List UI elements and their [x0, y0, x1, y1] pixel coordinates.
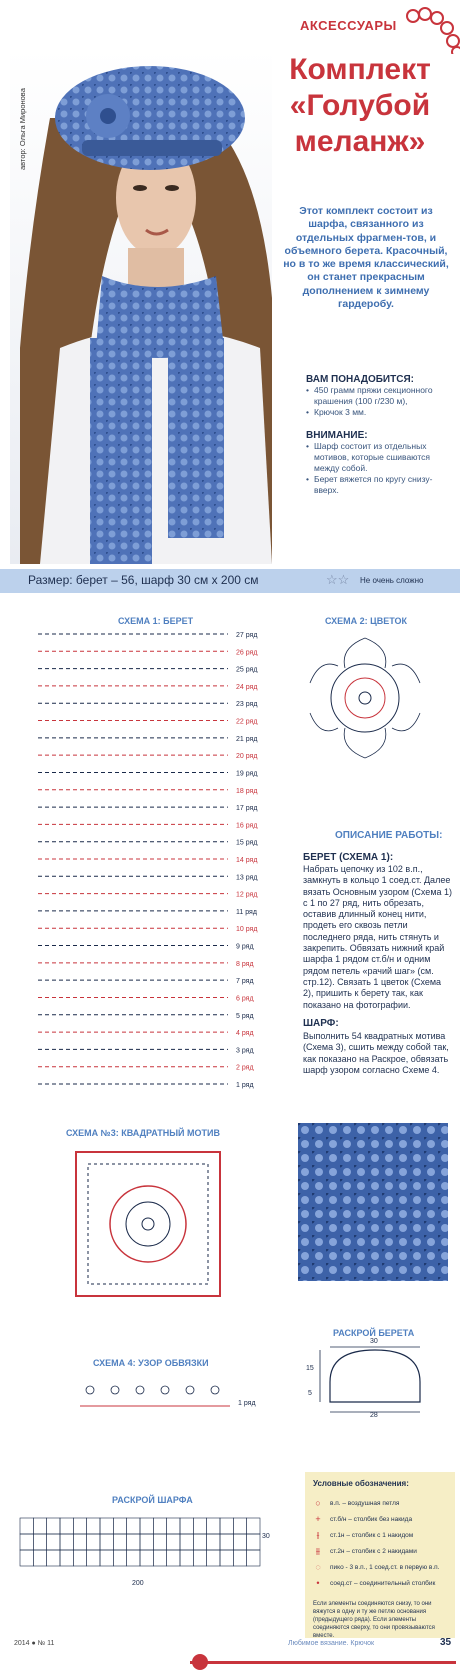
scarf-grid-cell: [100, 1518, 113, 1534]
beret-row: [38, 632, 257, 639]
beret-row: [38, 840, 257, 847]
legend-item: ◌ пико - 3 в.п., 1 соед.ст. в первую в.п.: [312, 1562, 439, 1572]
materials-heading: ВАМ ПОНАДОБИТСЯ:: [306, 374, 414, 385]
scarf-grid-cell: [140, 1550, 153, 1566]
beret-row-label: 6 ряд: [236, 995, 254, 1003]
scarf-grid-cell: [60, 1534, 73, 1550]
scarf-grid-cell: [207, 1550, 220, 1566]
scarf-grid-cell: [87, 1518, 100, 1534]
scarf-grid-cell: [220, 1534, 233, 1550]
chain-stitch-icon: ○: [315, 1498, 321, 1508]
scheme-2-title: СХЕМА 2: ЦВЕТОК: [325, 616, 408, 626]
scarf-grid-cell: [207, 1534, 220, 1550]
scheme-3-title: СХЕМА №3: КВАДРАТНЫЙ МОТИВ: [66, 1128, 220, 1138]
beret-row: [38, 1047, 254, 1054]
scarf-grid-cell: [47, 1518, 60, 1534]
beret-row-label: 13 ряд: [236, 874, 258, 882]
scarf-grid-cell: [73, 1534, 86, 1550]
beret-row-label: 2 ряд: [236, 1064, 254, 1072]
beret-row: [38, 961, 254, 968]
magazine-name: Любимое вязание. Крючок: [288, 1640, 375, 1647]
intro-text: Этот комплект состоит из шарфа, связанного из отдельных фрагмен-тов, и объемного берета. Красочный, но в то же время классический, он станет прекрасным дополнением к зимнему гардеробу.: [283, 205, 449, 311]
scarf-grid-cell: [73, 1518, 86, 1534]
section-tag: АКСЕССУАРЫ: [300, 18, 397, 33]
scarf-grid-cell: [153, 1534, 166, 1550]
square-motif-photo: [298, 1123, 448, 1281]
beret-row-label: 25 ряд: [236, 666, 258, 674]
model-photo: [10, 48, 272, 564]
beret-row: [38, 892, 257, 899]
beret-row-label: 1 ряд: [236, 1082, 254, 1089]
scarf-grid-cell: [127, 1518, 140, 1534]
beret-row: [38, 684, 257, 691]
scarf-grid-cell: [167, 1534, 180, 1550]
scarf-grid-cell: [193, 1550, 206, 1566]
beret-row-label: 19 ряд: [236, 770, 258, 778]
edging-chart: [80, 1376, 260, 1416]
title-line-1: Комплект: [289, 53, 431, 86]
beret-row: [38, 736, 257, 743]
beret-row-label: 21 ряд: [236, 735, 258, 743]
difficulty-text: Не очень сложно: [360, 576, 424, 585]
page-number: 35: [440, 1637, 452, 1648]
scarf-grid-cell: [233, 1518, 246, 1534]
beret-row-label: 10 ряд: [236, 926, 258, 934]
beret-row: [38, 667, 257, 674]
scarf-grid-cell: [60, 1550, 73, 1566]
beret-row: [38, 857, 257, 864]
scarf-grid-cell: [20, 1518, 33, 1534]
scarf-pattern-drawing: [16, 1514, 296, 1574]
beret-heading: БЕРЕТ (СХЕМА 1):: [303, 852, 394, 863]
square-motif-chart: [72, 1148, 224, 1300]
beret-row-label: 7 ряд: [236, 978, 254, 986]
beret-row: [38, 926, 257, 933]
beret-row-label: 4 ряд: [236, 1030, 254, 1038]
scarf-grid-cell: [167, 1550, 180, 1566]
scarf-grid-cell: [140, 1534, 153, 1550]
beret-row: [38, 788, 257, 795]
scarf-grid-cell: [127, 1534, 140, 1550]
beret-row: [38, 1013, 254, 1020]
attention-block: [306, 430, 456, 496]
scarf-grid-cell: [113, 1518, 126, 1534]
scarf-grid-cell: [220, 1518, 233, 1534]
scarf-grid-cell: [60, 1518, 73, 1534]
scarf-dim-width: 200: [132, 1580, 144, 1587]
beret-row-label: 9 ряд: [236, 943, 254, 951]
size-text: Размер: берет – 56, шарф 30 см х 200 см: [28, 573, 259, 587]
double-crochet-icon: ⫲: [316, 1530, 320, 1540]
scarf-grid-cell: [113, 1550, 126, 1566]
scarf-grid-cell: [233, 1534, 246, 1550]
flower-crochet-chart: [300, 628, 430, 768]
scarf-grid-cell: [180, 1518, 193, 1534]
legend-item: • соед.ст – соединительный столбик: [312, 1578, 435, 1588]
beret-row: [38, 701, 257, 708]
scarf-grid-cell: [247, 1550, 260, 1566]
beret-row-label: 26 ряд: [236, 649, 258, 657]
beret-row: [38, 805, 257, 812]
attention-item: • Шарф состоит из отдельных мотивов, которые сшиваются между собой.: [306, 441, 456, 474]
single-crochet-icon: +: [315, 1514, 321, 1524]
scheme-1-title: СХЕМА 1: БЕРЕТ: [118, 616, 194, 626]
beret-dim-left-big: 15: [306, 1365, 314, 1372]
scarf-grid-cell: [247, 1518, 260, 1534]
beret-row: [38, 649, 257, 656]
scarf-grid-cell: [207, 1518, 220, 1534]
materials-block: [306, 374, 456, 418]
scarf-grid-cell: [100, 1534, 113, 1550]
scarf-grid-cell: [87, 1534, 100, 1550]
beret-row-label: 18 ряд: [236, 787, 258, 795]
scarf-grid-cell: [87, 1550, 100, 1566]
legend-item: ○ в.п. – воздушная петля: [312, 1498, 399, 1508]
scarf-grid-cell: [167, 1518, 180, 1534]
scarf-grid-cell: [100, 1550, 113, 1566]
scarf-grid-cell: [73, 1550, 86, 1566]
legend-item: ⫵ ст.2н – столбик с 2 накидами: [312, 1546, 417, 1556]
beret-row-label: 11 ряд: [236, 908, 257, 916]
beret-row: [38, 822, 257, 829]
beret-dim-left-small: 5: [308, 1390, 312, 1397]
beret-row: [38, 753, 257, 760]
legend-item: + ст.б/н – столбик без накида: [312, 1514, 412, 1524]
title-line-3: меланж»: [294, 125, 426, 158]
description-heading: ОПИСАНИЕ РАБОТЫ:: [335, 830, 443, 841]
legend-item: ⫲ ст.1н – столбик с 1 накидом: [312, 1530, 413, 1540]
beret-row: [38, 978, 254, 985]
beret-row-label: 27 ряд: [236, 632, 258, 639]
beret-row: [38, 1082, 254, 1089]
scarf-grid-cell: [33, 1518, 46, 1534]
scarf-grid-cell: [180, 1534, 193, 1550]
scarf-grid-cell: [233, 1550, 246, 1566]
beret-row-label: 24 ряд: [236, 683, 258, 691]
legend-title: Условные обозначения:: [313, 1479, 409, 1488]
scheme-4-title: СХЕМА 4: УЗОР ОБВЯЗКИ: [93, 1358, 209, 1368]
beret-pattern-title: РАСКРОЙ БЕРЕТА: [333, 1328, 415, 1338]
scarf-grid-cell: [113, 1534, 126, 1550]
beret-row: [38, 995, 254, 1002]
scarf-grid-cell: [33, 1534, 46, 1550]
scarf-grid-cell: [140, 1518, 153, 1534]
scheme-4-row-label: 1 ряд: [238, 1400, 256, 1407]
scarf-pattern-title: РАСКРОЙ ШАРФА: [112, 1495, 193, 1505]
beret-row-label: 14 ряд: [236, 857, 258, 864]
beret-row-label: 3 ряд: [236, 1047, 254, 1055]
materials-item: • 450 грамм пряжи секционного крашения (100 г/230 м),: [306, 385, 456, 407]
beret-row-label: 20 ряд: [236, 753, 258, 761]
scarf-heading: ШАРФ:: [303, 1018, 339, 1029]
beret-instructions: Набрать цепочку из 102 в.п., замкнуть в кольцо 1 соед.ст. Далее вязать Основным узором (Схема 1) с 1 по 27 ряд, нить обрезать, оставив длинный конец нити, продеть его сквозь петли последнего ряда, нить стянуть и закрепить. Обвязать нижний край шарфа 1 рядом ст.б/н и одним рядом петель «рачий шаг» (см. стр.12). Связать 1 цветок (Схема 2), пришить к берету так, как показано на фотографии.: [303, 864, 453, 1010]
scarf-grid-cell: [33, 1550, 46, 1566]
scarf-grid-cell: [193, 1534, 206, 1550]
beret-row: [38, 1030, 254, 1037]
lace-decoration: [405, 4, 460, 54]
watermark-logo: [190, 1651, 456, 1671]
materials-item: • Крючок 3 мм.: [306, 407, 456, 418]
scarf-grid-cell: [153, 1518, 166, 1534]
scarf-grid-cell: [47, 1534, 60, 1550]
beret-row: [38, 719, 257, 726]
author-credit: автор: Ольга Миронова: [18, 88, 27, 170]
beret-dim-bottom: 28: [370, 1412, 378, 1419]
beret-row: [38, 1065, 254, 1072]
scarf-grid-cell: [193, 1518, 206, 1534]
treble-crochet-icon: ⫵: [315, 1546, 321, 1556]
slip-stitch-icon: •: [316, 1578, 320, 1588]
scarf-dim-height: 30: [262, 1533, 270, 1540]
title-line-2: «Голубой: [289, 89, 431, 122]
beret-crochet-chart: [28, 628, 298, 1094]
beret-row-label: 15 ряд: [236, 839, 258, 847]
beret-dim-top: 30: [370, 1338, 378, 1345]
difficulty-stars-icon: ☆☆: [326, 572, 350, 587]
scarf-grid-cell: [127, 1550, 140, 1566]
scarf-grid-cell: [247, 1534, 260, 1550]
beret-row: [38, 944, 254, 951]
beret-row-label: 8 ряд: [236, 960, 254, 968]
beret-row: [38, 770, 257, 777]
scarf-grid-cell: [20, 1550, 33, 1566]
scarf-grid-cell: [180, 1550, 193, 1566]
picot-icon: ◌: [315, 1562, 321, 1572]
beret-row-label: 22 ряд: [236, 718, 258, 726]
scarf-grid-cell: [220, 1550, 233, 1566]
scarf-grid-cell: [153, 1550, 166, 1566]
beret-row-label: 5 ряд: [236, 1012, 254, 1020]
attention-item: • Берет вяжется по кругу снизу-вверх.: [306, 474, 456, 496]
attention-heading: ВНИМАНИЕ:: [306, 430, 368, 441]
beret-row: [38, 874, 257, 881]
beret-row-label: 17 ряд: [236, 805, 258, 813]
beret-row-label: 23 ряд: [236, 701, 258, 709]
scarf-grid-cell: [20, 1534, 33, 1550]
article-title: [262, 52, 458, 160]
scarf-instructions: Выполнить 54 квадратных мотива (Схема 3), сшить между собой так, как показано на Раскрое, обвязать шарф узором согласно Схеме 4.: [303, 1031, 449, 1075]
beret-row: [38, 909, 257, 916]
scarf-grid-cell: [47, 1550, 60, 1566]
issue-number: 2014 ● № 11: [14, 1640, 55, 1647]
beret-row-label: 12 ряд: [236, 891, 258, 899]
beret-row-label: 16 ряд: [236, 822, 258, 830]
legend-note: Если элементы соединяются снизу, то они вяжутся в одну и ту же петлю основания (предыдущего ряда). Если элементы соединяются сверху, то они провязываются вместе.: [313, 1601, 435, 1639]
